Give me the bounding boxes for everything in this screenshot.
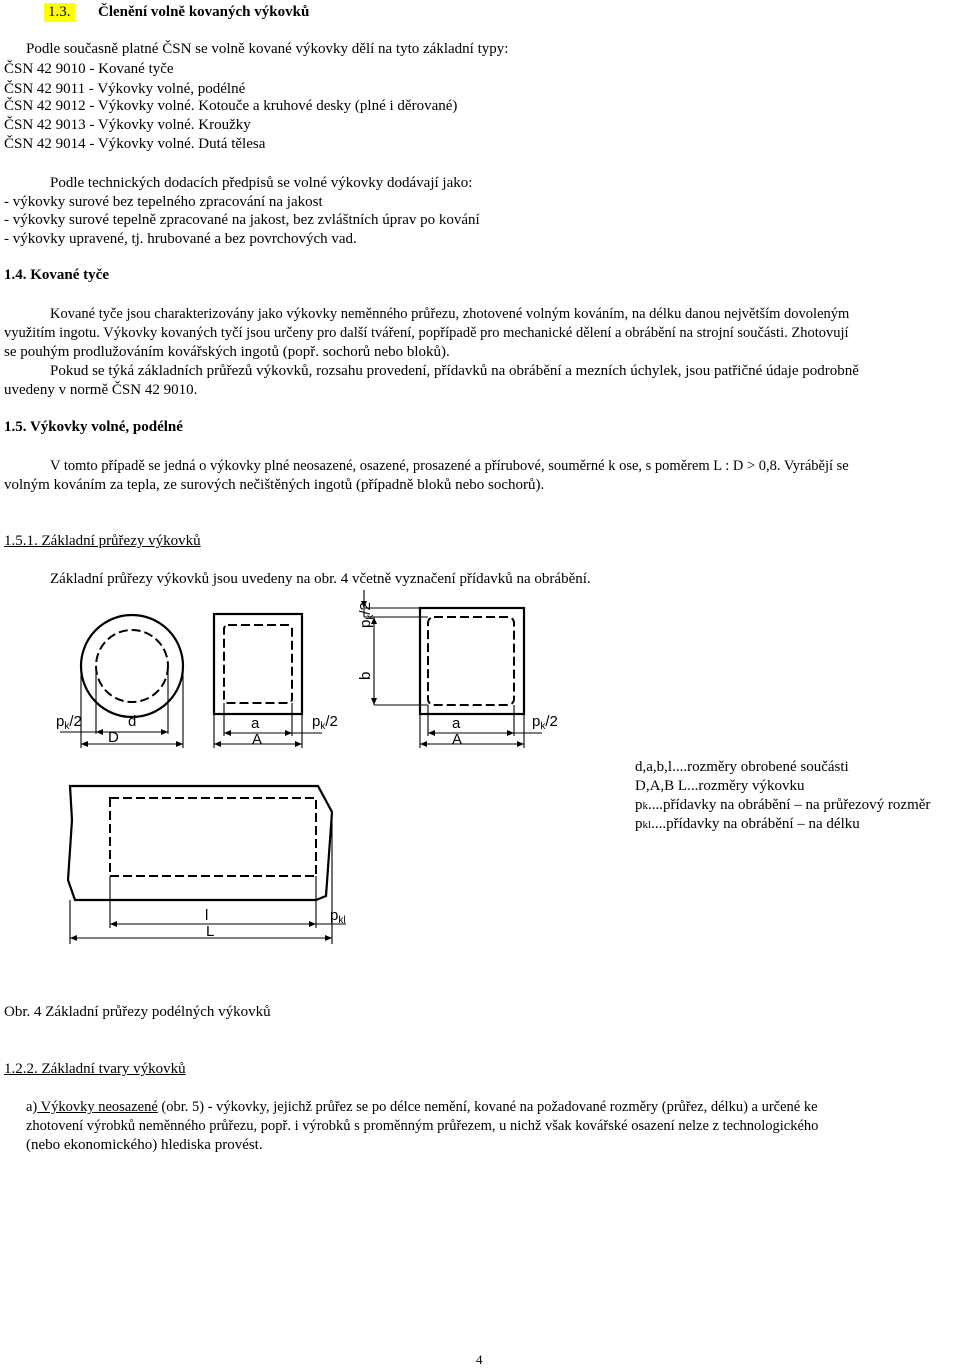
delivery-item: - výkovky surové bez tepelného zpracování na jakost — [4, 194, 323, 210]
figure-caption: Obr. 4 Základní průřezy podélných výkovků — [4, 1004, 271, 1020]
delivery-item: - výkovky upravené, tj. hrubované a bez povrchových vad. — [4, 231, 357, 247]
paragraph-line: využitím ingotu. Výkovky kovaných tyčí jsou určeny pro další tváření, popřípadě pro mechanické dělení a obrábění na strojní součásti. Zhotovují — [4, 325, 849, 341]
item-link: Výkovky neosazené — [37, 1099, 158, 1115]
standard-item: ČSN 42 9012 - Výkovky volné. Kotouče a kruhové desky (plné i děrované) — [4, 98, 458, 114]
paragraph-line: se pouhým prodlužováním kovářských ingotů (popř. sochorů nebo bloků). — [4, 344, 450, 360]
delivery-intro: Podle technických dodacích předpisů se volné výkovky dodávají jako: — [50, 175, 473, 191]
legend-symbol: p — [635, 816, 643, 832]
label-D: D — [108, 729, 119, 746]
paragraph-line: Kované tyče jsou charakterizovány jako výkovky neměnného průřezu, zhotovené volným kováním, na délku danou největším dovoleným — [50, 306, 850, 322]
label-l: l — [205, 907, 209, 924]
standard-item: ČSN 42 9011 - Výkovky volné, podélné — [4, 81, 246, 97]
section-1-5-1-heading: 1.5.1. Základní průřezy výkovků — [4, 533, 201, 549]
section-1-4-heading: 1.4. Kované tyče — [4, 267, 109, 283]
legend-subscript: kl — [642, 819, 652, 831]
legend-symbol: p — [635, 797, 643, 813]
section-1-5-heading: 1.5. Výkovky volné, podélné — [4, 419, 183, 435]
page-number: 4 — [476, 1352, 483, 1367]
standard-item: ČSN 42 9014 - Výkovky volné. Dutá tělesa — [4, 136, 266, 152]
legend-subscript: k — [642, 800, 648, 812]
section-1-3-title: Členění volně kovaných výkovků — [98, 4, 310, 20]
square-section-outline — [214, 614, 302, 714]
paragraph-line: V tomto případě se jedná o výkovky plné neosazené, osazené, prosazené a přírubové, souměrné k ose, s poměrem L : D > 0,8. Vyrábějí se — [50, 458, 849, 474]
square-section-machined — [224, 625, 292, 703]
item-rest: (obr. 5) - výkovky, jejichž průřez se po délce nemění, kované na požadované rozměry (průřez, délku) a určené ke — [157, 1099, 818, 1115]
label-b: b — [357, 671, 374, 680]
label-a-square: a — [251, 715, 260, 732]
delivery-item: - výkovky surové tepelně zpracované na jakost, bez zvláštních úprav po kování — [4, 212, 480, 228]
label-a-rect: a — [452, 715, 461, 732]
legend-line: d,a,b,l....rozměry obrobené součásti — [635, 759, 849, 775]
legend-text: ....přídavky na obrábění – na délku — [651, 816, 860, 832]
label-pk-rect: $p_k/2$ — [532, 713, 558, 732]
label-pkl: $p_{kl}$ — [330, 907, 346, 926]
longitudinal-forging-outline — [68, 786, 332, 900]
longitudinal-forging-machined — [110, 798, 316, 876]
rect-section-machined — [428, 617, 514, 705]
legend-text: ....přídavky na obrábění – na průřezový rozměr — [648, 797, 931, 813]
label-A-rect: A — [452, 731, 463, 748]
label-d: d — [128, 713, 137, 730]
standard-item: ČSN 42 9010 - Kované tyče — [4, 61, 174, 77]
legend-line: D,A,B L...rozměry výkovku — [635, 778, 805, 794]
section-1-3-intro: Podle současně platné ČSN se volně kované výkovky dělí na tyto základní typy: — [26, 41, 509, 57]
label-pk-square: $p_k/2$ — [312, 713, 338, 732]
label-A-square: A — [252, 731, 263, 748]
paragraph-line: uvedeny v normě ČSN 42 9010. — [4, 382, 198, 398]
paragraph-line: Pokud se týká základních průřezů výkovků, rozsahu provedení, přídavků na obrábění a mezních úchylek, jsou patřičné údaje podrobně — [50, 363, 859, 379]
label-pk-vertical: $p_k/2$ — [357, 602, 376, 628]
paragraph-line: zhotovení výrobků neměnného průřezu, popř. i výrobků s proměnným průřezem, u nichž však kovářské osazení nelze z technologického — [26, 1118, 819, 1134]
paragraph-line — [26, 1098, 818, 1117]
legend-line — [635, 815, 860, 835]
rect-section-outline — [420, 608, 524, 714]
label-L: L — [206, 923, 215, 940]
paragraph-line: (nebo ekonomického) hlediska provést. — [26, 1137, 263, 1153]
round-section-machined — [96, 630, 168, 702]
paragraph-line: volným kováním za tepla, ze surových nečištěných ingotů (případně bloků nebo sochorů). — [4, 477, 545, 493]
section-1-5-1-text: Základní průřezy výkovků jsou uvedeny na obr. 4 včetně vyznačení přídavků na obrábění. — [50, 571, 591, 587]
item-prefix: a) — [26, 1099, 38, 1115]
section-1-2-2-heading: 1.2.2. Základní tvary výkovků — [4, 1061, 186, 1077]
section-1-3-number: 1.3. — [44, 3, 75, 22]
label-pk-round: $p_k/2$ — [56, 713, 82, 732]
legend-line — [635, 796, 930, 816]
standard-item: ČSN 42 9013 - Výkovky volné. Kroužky — [4, 117, 251, 133]
